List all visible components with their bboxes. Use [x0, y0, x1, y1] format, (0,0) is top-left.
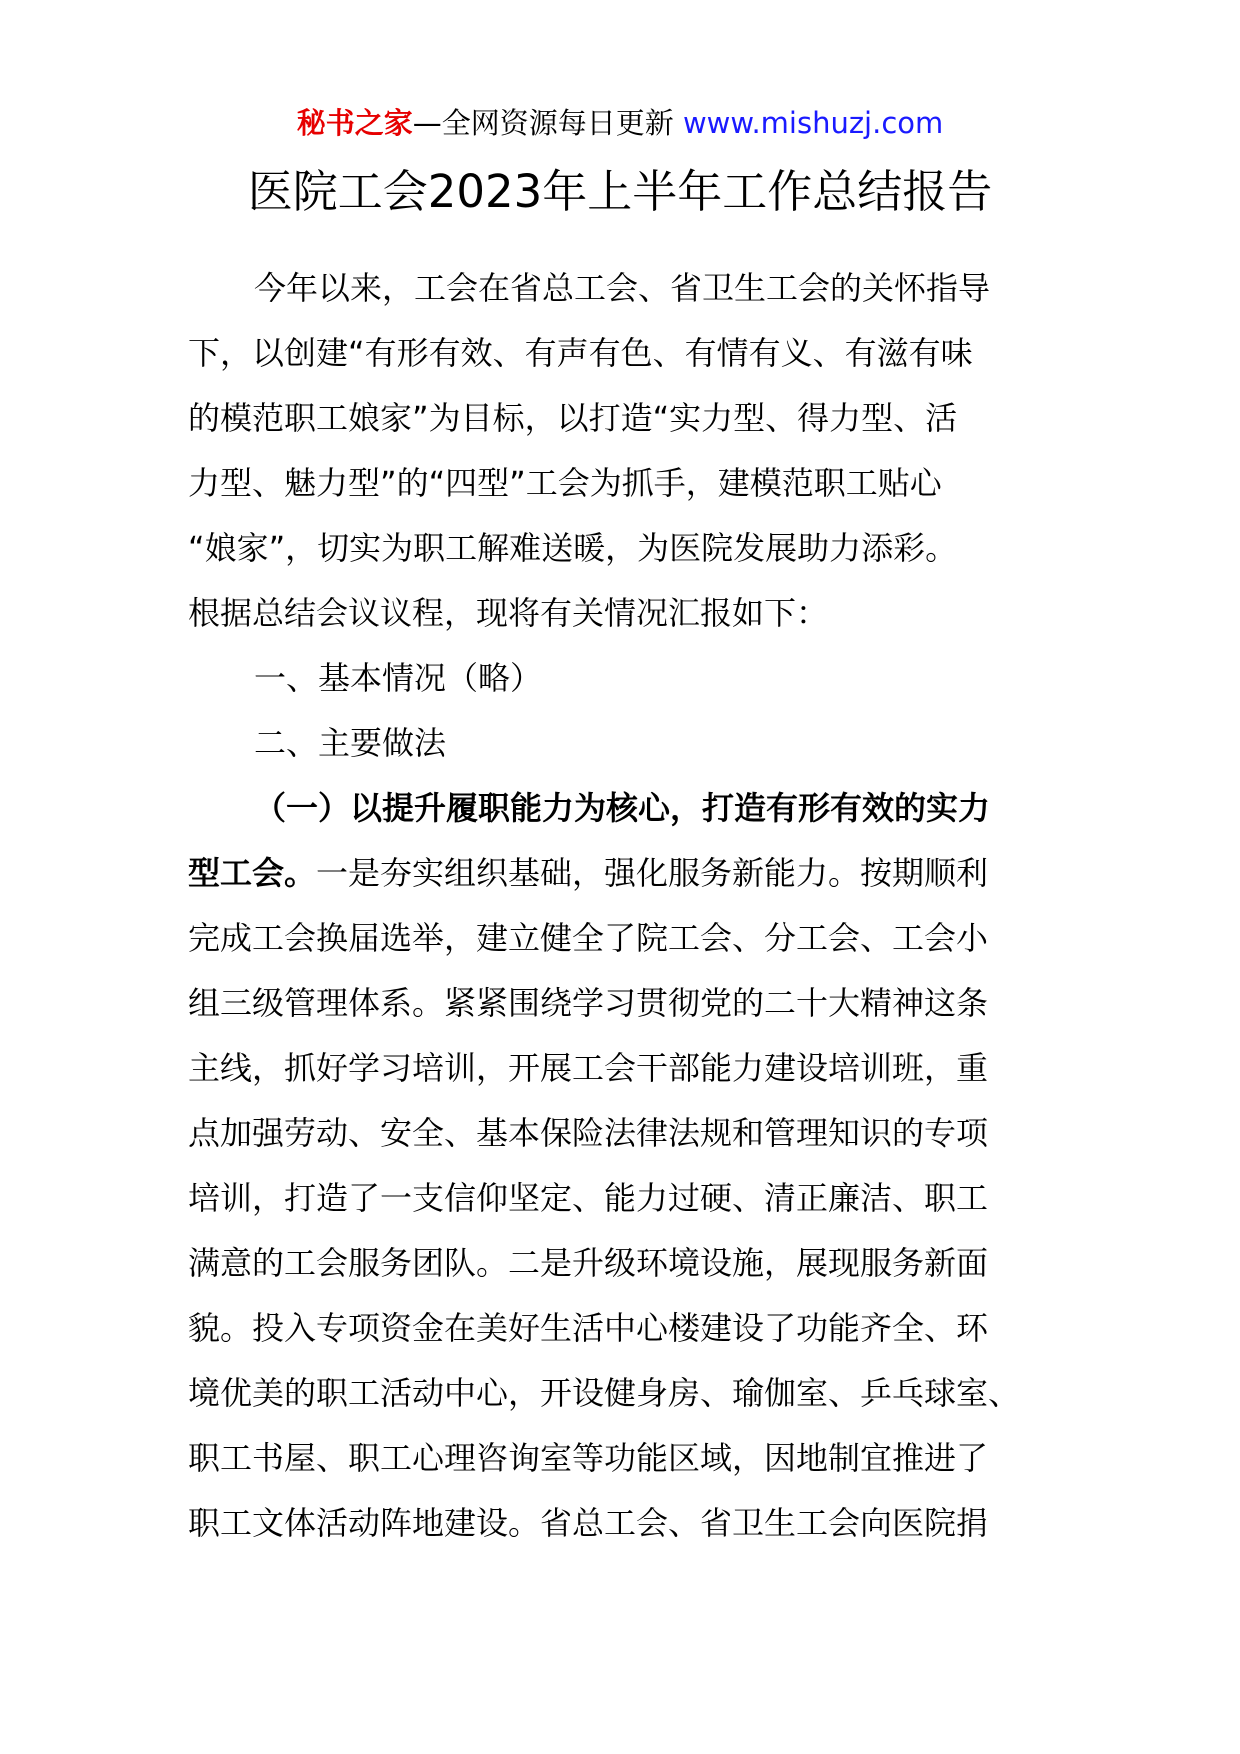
paragraph-line: 职工书屋、职工心理咨询室等功能区域，因地制宜推进了 [188, 1439, 989, 1477]
paragraph-line: 完成工会换届选举，建立健全了院工会、分工会、工会小 [188, 919, 989, 957]
subsection-heading-end: 型工会。 [188, 854, 317, 892]
paragraph-line: 力型、魅力型”的“四型”工会为抓手，建模范职工贴心 [188, 464, 942, 502]
section-heading-practices: 二、主要做法 [254, 724, 447, 762]
paragraph-line-text: 一是夯实组织基础，强化服务新能力。按期顺利 [316, 854, 989, 892]
paragraph-line: 点加强劳动、安全、基本保险法律法规和管理知识的专项 [188, 1114, 989, 1152]
brand-name: 秘书之家 [296, 106, 413, 140]
paragraph-line: 的模范职工娘家”为目标，以打造“实力型、得力型、活 [188, 399, 958, 437]
paragraph-line: 境优美的职工活动中心，开设健身房、瑜伽室、乒乓球室、 [188, 1374, 1021, 1412]
paragraph-line: 主线，抓好学习培训，开展工会干部能力建设培训班，重 [188, 1049, 989, 1087]
watermark-header [0, 103, 1240, 143]
paragraph-line [188, 841, 1038, 906]
subsection-heading: （一）以提升履职能力为核心，打造有形有效的实力 [254, 789, 991, 827]
paragraph-line: 今年以来，工会在省总工会、省卫生工会的关怀指导 [254, 269, 991, 307]
paragraph-line: 下，以创建“有形有效、有声有色、有情有义、有滋有味 [188, 334, 973, 372]
paragraph-line: 貌。投入专项资金在美好生活中心楼建设了功能齐全、环 [188, 1309, 989, 1347]
paragraph-line: “娘家”，切实为职工解难送暖，为医院发展助力添彩。 [188, 529, 958, 567]
paragraph-line: 职工文体活动阵地建设。省总工会、省卫生工会向医院捐 [188, 1504, 989, 1542]
paragraph-line: 组三级管理体系。紧紧围绕学习贯彻党的二十大精神这条 [188, 984, 989, 1022]
section-heading-basic: 一、基本情况（略） [254, 659, 543, 697]
document-title: 医院工会2023年上半年工作总结报告 [247, 165, 993, 218]
website-link[interactable]: www.mishuzj.com [682, 106, 944, 140]
paragraph-line: 培训，打造了一支信仰坚定、能力过硬、清正廉洁、职工 [188, 1179, 989, 1217]
paragraph-line: 满意的工会服务团队。二是升级环境设施，展现服务新面 [188, 1244, 989, 1282]
document-body [188, 256, 1038, 1556]
paragraph-line: 根据总结会议议程，现将有关情况汇报如下： [188, 594, 829, 632]
brand-slogan: —全网资源每日更新 [412, 106, 683, 140]
